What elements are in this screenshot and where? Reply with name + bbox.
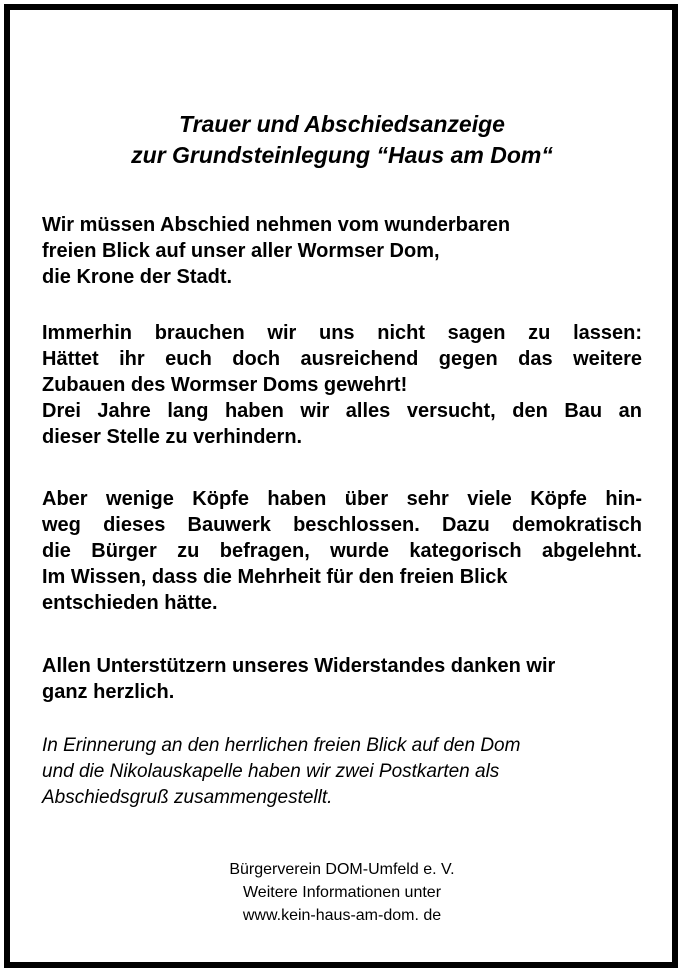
memo-line: und die Nikolauskapelle haben wir zwei Postkarten als	[42, 761, 500, 782]
title-line-2: zur Grundsteinlegung “Haus am Dom“	[131, 142, 553, 168]
paragraph-line: Allen Unterstützern unseres Widerstandes danken wir	[42, 655, 556, 677]
paragraph-line: Aber wenige Köpfe haben über sehr viele Köpfe hin-	[42, 488, 642, 510]
info-text: Weitere Informationen unter	[242, 884, 442, 901]
paragraph-resistance	[42, 320, 642, 450]
paragraph-line: dieser Stelle zu verhindern.	[42, 426, 303, 448]
paragraph-decision	[42, 486, 642, 616]
memo-line: Abschiedsgruß zusammengestellt.	[42, 787, 333, 808]
paragraph-line: Wir müssen Abschied nehmen vom wunderbaren	[42, 214, 511, 236]
paragraph-line: ganz herzlich.	[42, 681, 175, 703]
association-footer	[0, 858, 684, 927]
paragraph-line: Drei Jahre lang haben wir alles versucht, den Bau an	[42, 400, 642, 422]
title-line-1: Trauer und Abschiedsanzeige	[179, 111, 505, 137]
association-name: Bürgerverein DOM-Umfeld e. V.	[229, 861, 455, 878]
paragraph-line: Hättet ihr euch doch ausreichend gegen das weitere	[42, 348, 642, 370]
memorial-note	[42, 733, 642, 811]
paragraph-line: Immerhin brauchen wir uns nicht sagen zu lassen:	[42, 322, 642, 344]
paragraph-line: die Krone der Stadt.	[42, 266, 233, 288]
paragraph-farewell	[42, 212, 642, 290]
paragraph-line: Zubauen des Wormser Doms gewehrt!	[42, 374, 408, 396]
website-url: www.kein-haus-am-dom. de	[242, 907, 442, 924]
paragraph-line: freien Blick auf unser aller Wormser Dom,	[42, 240, 440, 262]
memo-line: In Erinnerung an den herrlichen freien Blick auf den Dom	[42, 735, 521, 756]
paragraph-line: Im Wissen, dass die Mehrheit für den freien Blick	[42, 566, 508, 588]
paragraph-line: entschieden hätte.	[42, 592, 218, 614]
paragraph-line: weg dieses Bauwerk beschlossen. Dazu demokratisch	[42, 514, 642, 536]
paragraph-thanks	[42, 653, 642, 705]
paragraph-line: die Bürger zu befragen, wurde kategorisch abgelehnt.	[42, 540, 642, 562]
notice-title	[0, 109, 684, 171]
